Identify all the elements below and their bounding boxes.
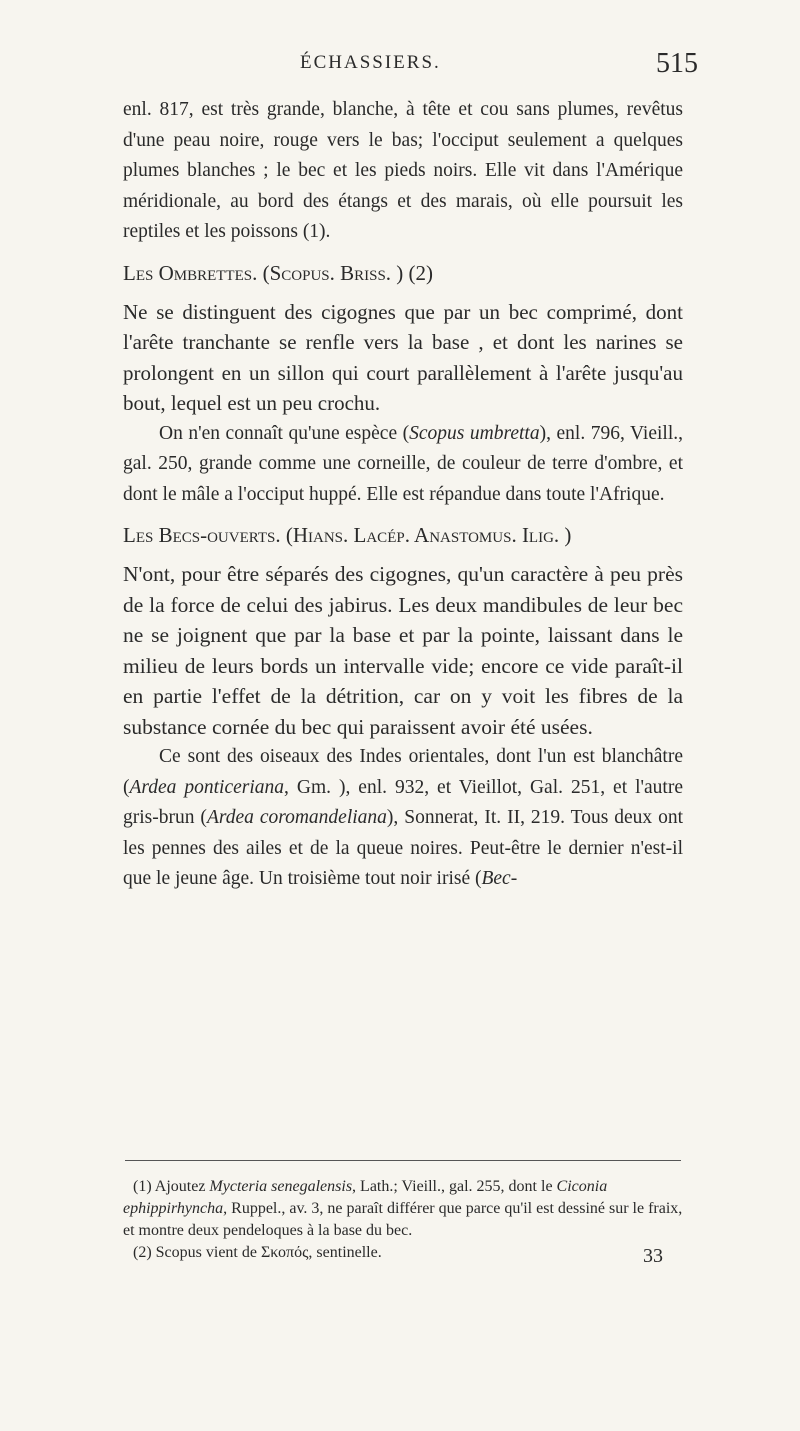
- body-text: [123, 95, 683, 895]
- species-name: Ardea coromandeliana: [206, 807, 387, 828]
- paragraph-becs-ouverts-description: N'ont, pour être séparés des cigognes, qu'un caractère à peu près de la force de celui des jabirus. Les deux mandibules de leur bec ne se joignent que par la base et par la pointe, laissant dans le milieu de leurs bords un intervalle vide; encore ce vide paraît-il en partie l'effet de la détrition, car on y voit les fibres de la substance cornée du bec qui paraissent avoir été usées.: [123, 562, 683, 739]
- species-name: Ardea ponticeriana: [129, 776, 285, 798]
- section-heading-text: Les Becs-ouverts. (Hians. Lacép. Anastomus. Ilig. ): [123, 523, 572, 547]
- footnote-1: [123, 1176, 685, 1242]
- signature-mark: 33: [643, 1245, 663, 1267]
- species-name: Mycteria senegalensis: [209, 1178, 353, 1195]
- section-heading-ombrettes: [123, 258, 683, 288]
- running-head: ÉCHASSIERS.: [300, 52, 441, 73]
- species-name: Scopus umbretta: [409, 422, 540, 444]
- text-fragment: , Lath.; Vieill., gal. 255, dont le: [352, 1178, 557, 1195]
- paragraph-becs-ouverts-species: [123, 742, 683, 895]
- text-fragment: , Ruppel., av. 3, ne paraît différer que parce qu'il est dessiné sur le fraix, et montre deux pendeloques à la base du bec.: [123, 1200, 683, 1239]
- text-fragment: , Gm. ), enl. 932, et Vieillot, Gal. 251, et l'autre gris-brun (: [123, 776, 683, 828]
- paragraph-mycteria-continued: enl. 817, est très grande, blanche, à tête et cou sans plumes, revêtus d'une peau noire, rouge vers le bas; l'occiput seulement a quelques plumes blanches ; le bec et les pieds noirs. Elle vit dans l'Amérique méridionale, au bord des étangs et des marais, où elle poursuit les reptiles et les poissons (1).: [123, 99, 683, 242]
- species-name: Ciconia ephippirhyncha: [123, 1178, 608, 1217]
- text-fragment: (1) Ajoutez: [133, 1178, 210, 1195]
- text-fragment: ), Sonnerat, It. II, 219. Tous deux ont les pennes des ailes et de la queue noires. Peut-être le dernier n'est-il que le jeune âge. Un troisième tout noir irisé (: [123, 807, 683, 889]
- footnote-2: (2) Scopus vient de Σκοπός, sentinelle.: [133, 1244, 382, 1261]
- page-number: 515: [656, 48, 698, 79]
- section-heading-text: Les Ombrettes. (Scopus. Briss. ) (2): [123, 260, 434, 285]
- species-name: Bec-: [481, 868, 518, 889]
- paragraph-scopus-umbretta: [123, 419, 683, 511]
- footnote-divider: [125, 1160, 681, 1161]
- paragraph-ombrettes-description: Ne se distinguent des cigognes que par un bec comprimé, dont l'arête tranchante se renfle vers la base , et dont les narines se prolongent en un sillon qui court parallèlement à l'arête jusqu'au bout, lequel est un peu crochu.: [123, 299, 683, 415]
- text-fragment: ), enl. 796, Vieill., gal. 250, grande comme une corneille, de couleur de terre d'ombre, et dont le mâle a l'occiput huppé. Elle est répandue dans toute l'Afrique.: [123, 422, 684, 505]
- text-fragment: On n'en connaît qu'une espèce (: [159, 422, 410, 444]
- footnotes: [123, 1176, 685, 1264]
- text-fragment: Ce sont des oiseaux des Indes orientales, dont l'un est blanchâtre (: [123, 746, 683, 798]
- page-header: [0, 48, 800, 88]
- section-heading-becs-ouverts: [123, 520, 683, 550]
